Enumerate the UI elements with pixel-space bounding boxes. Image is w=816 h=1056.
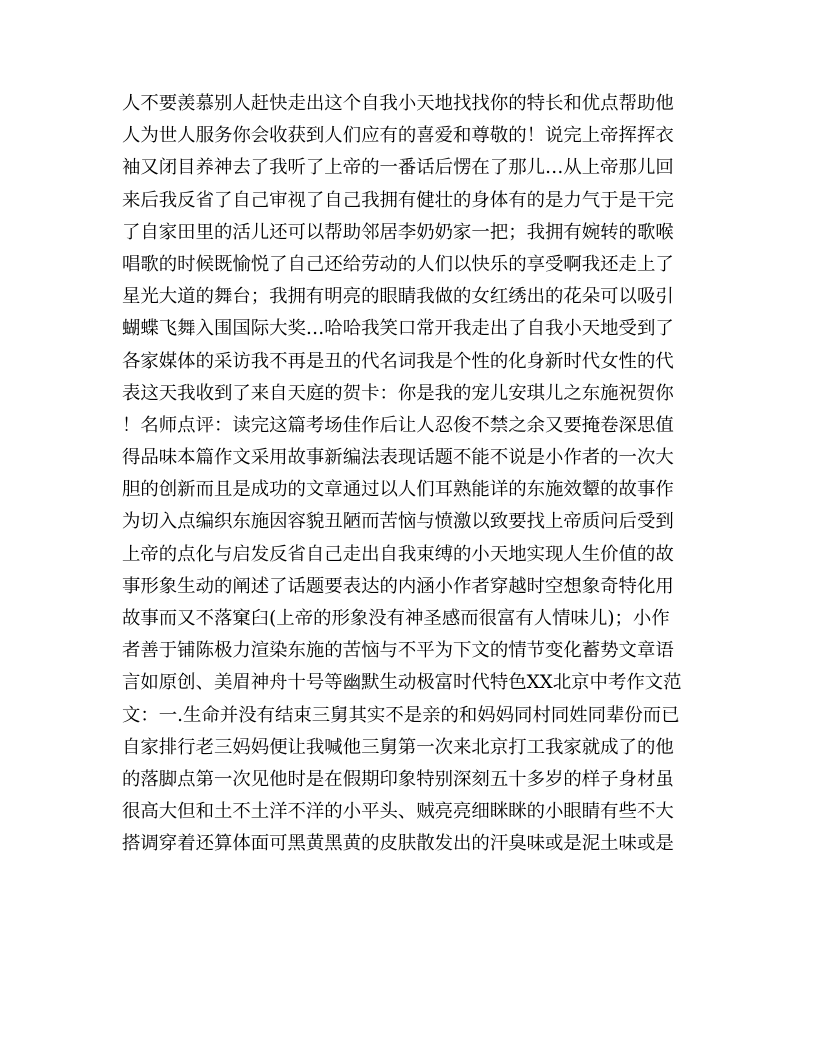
text-line: 表这天我收到了来自天庭的贺卡：你是我的宠儿安琪儿之东施祝贺你 <box>122 382 674 404</box>
text-line: 了自家田里的活儿还可以帮助邻居李奶奶家一把；我拥有婉转的歌喉 <box>122 221 674 243</box>
text-line: 的落脚点第一次见他时是在假期印象特别深刻五十多岁的样子身材虽 <box>122 768 674 790</box>
text-line: 来后我反省了自己审视了自己我拥有健壮的身体有的是力气于是干完 <box>122 189 674 211</box>
text-line: 各家媒体的采访我不再是丑的代名词我是个性的化身新时代女性的代 <box>122 350 674 372</box>
text-line: 者善于铺陈极力渲染东施的苦恼与不平为下文的情节变化蓄势文章语 <box>122 640 674 662</box>
text-line: 上帝的点化与启发反省自己走出自我束缚的小天地实现人生价值的故 <box>122 543 674 565</box>
text-line: 搭调穿着还算体面可黑黄黑黄的皮肤散发出的汗臭味或是泥土味或是 <box>122 833 674 855</box>
text-line: 星光大道的舞台；我拥有明亮的眼睛我做的女红绣出的花朵可以吸引 <box>122 286 674 308</box>
text-line: 人不要羡慕别人赶快走出这个自我小天地找找你的特长和优点帮助他 <box>122 93 674 114</box>
text-line: 自家排行老三妈妈便让我喊他三舅第一次来北京打工我家就成了的他 <box>122 736 674 758</box>
text-line: 故事而又不落窠臼(上帝的形象没有神圣感而很富有人情味儿)；小作 <box>122 608 670 629</box>
body-text <box>122 88 697 861</box>
text-line: 文：一.生命并没有结束三舅其实不是亲的和妈妈同村同姓同辈份而已 <box>122 704 680 726</box>
text-line: 袖又闭目养神去了我听了上帝的一番话后愣在了那儿…从上帝那儿回 <box>122 157 674 179</box>
text-line: 事形象生动的阐述了话题要表达的内涵小作者穿越时空想象奇特化用 <box>122 575 674 597</box>
text-line: 胆的创新而且是成功的文章通过以人们耳熟能详的东施效颦的故事作 <box>122 479 674 501</box>
text-line: 言如原创、美眉神舟十号等幽默生动极富时代特色XX北京中考作文范 <box>122 672 682 694</box>
text-line: 为切入点编织东施因容貌丑陋而苦恼与愤激以致要找上帝质问后受到 <box>122 511 674 533</box>
text-line: 唱歌的时候既愉悦了自己还给劳动的人们以快乐的享受啊我还走上了 <box>122 253 674 275</box>
text-line: 得品味本篇作文采用故事新编法表现话题不能不说是小作者的一次大 <box>122 447 674 469</box>
text-line: 人为世人服务你会收获到人们应有的喜爱和尊敬的！说完上帝挥挥衣 <box>122 125 674 147</box>
text-line: ！名师点评：读完这篇考场佳作后让人忍俊不禁之余又要掩卷深思值 <box>122 414 674 436</box>
text-line: 蝴蝶飞舞入围国际大奖…哈哈我笑口常开我走出了自我小天地受到了 <box>122 318 674 340</box>
text-line: 很高大但和土不土洋不洋的小平头、贼亮亮细眯眯的小眼睛有些不大 <box>122 801 674 823</box>
